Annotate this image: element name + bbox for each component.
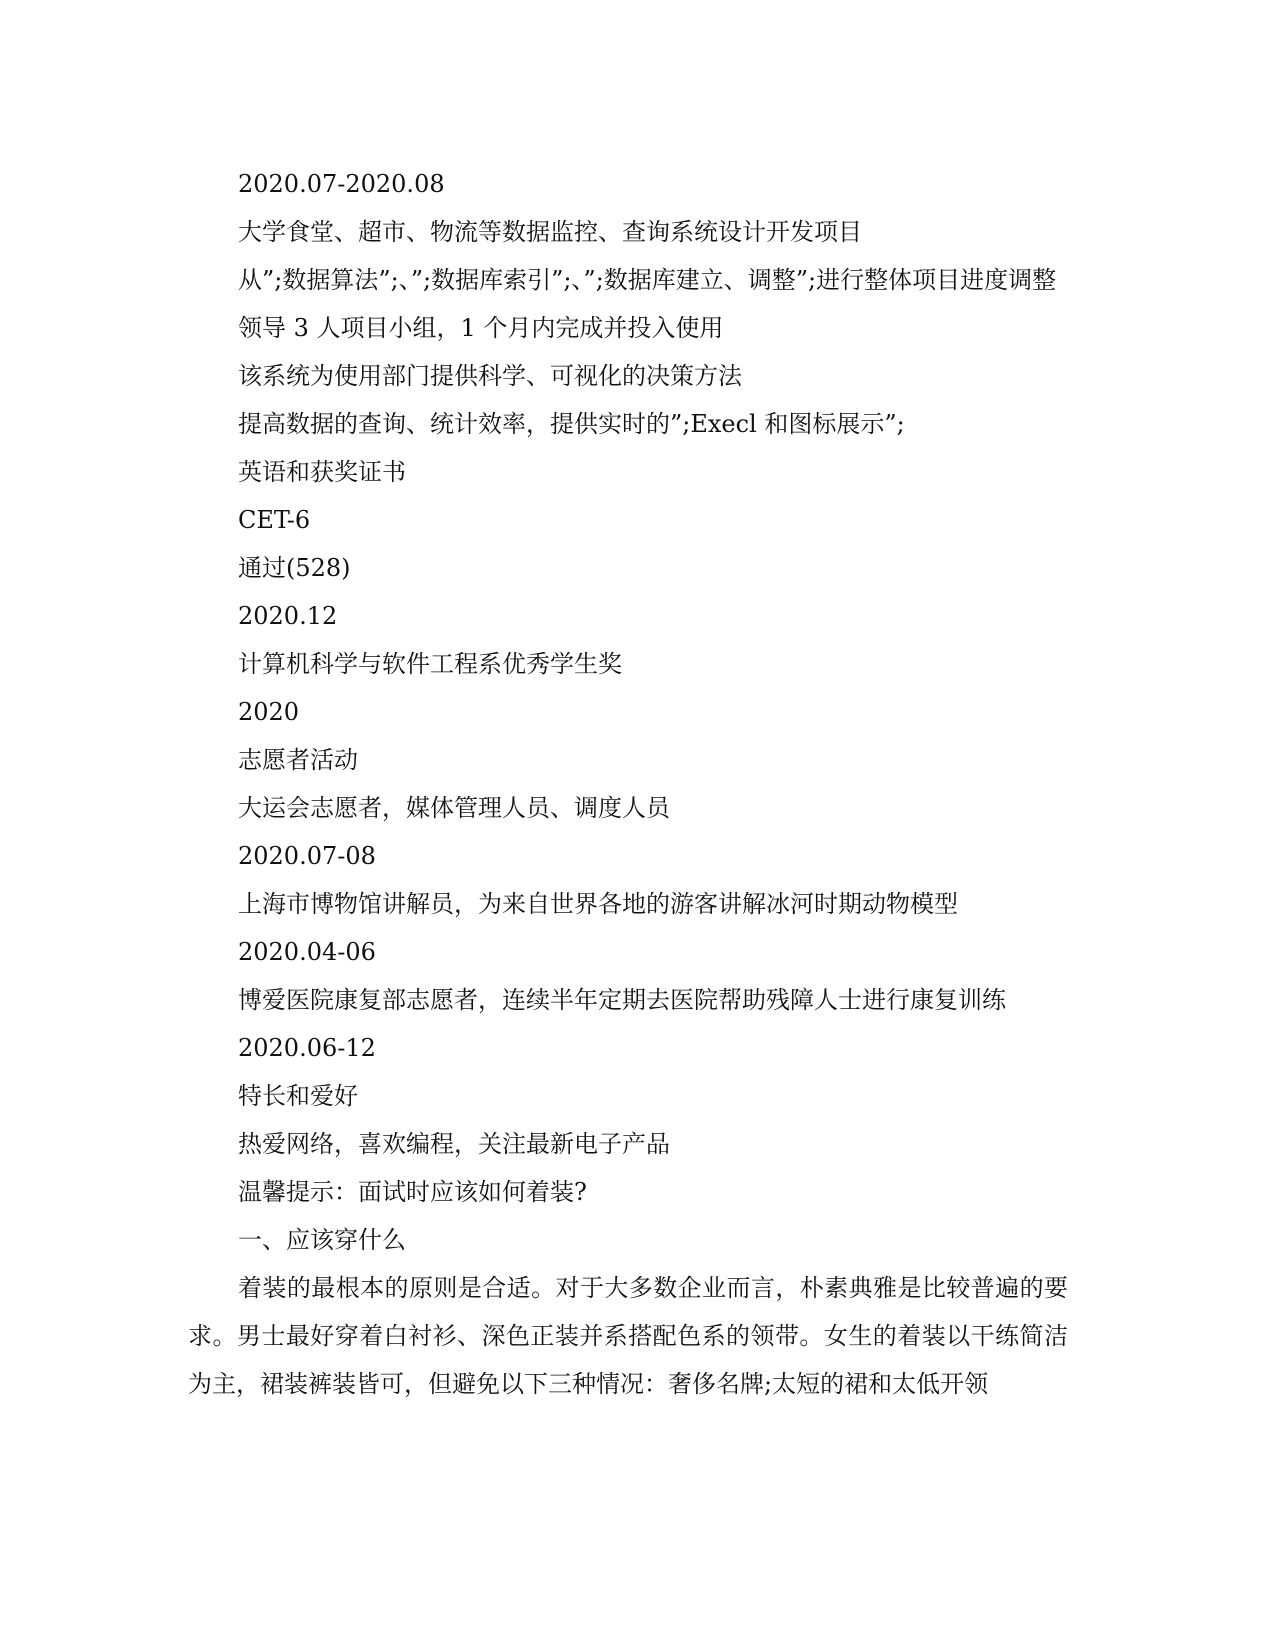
certificate-name: CET-6 (238, 506, 311, 534)
dress-code-paragraph: 着装的最根本的原则是合适。对于大多数企业而言，朴素典雅是比较普遍的要求。男士最好穿着白衬衫、深色正装并系搭配色系的领带。女生的着装以干练简洁为主，裙装裤装皆可，但避免以下三种情况：奢侈名牌;太短的裙和太低开领 (188, 1274, 1068, 1398)
project-team: 领导 3 人项目小组，1 个月内完成并投入使用 (238, 314, 724, 342)
section-heading-certificates: 英语和获奖证书 (238, 458, 406, 486)
award-name: 计算机科学与软件工程系优秀学生奖 (238, 650, 622, 678)
tip-heading: 温馨提示：面试时应该如何着装? (238, 1178, 587, 1206)
project-title: 大学食堂、超市、物流等数据监控、查询系统设计开发项目 (238, 218, 862, 246)
certificate-date: 2020.12 (238, 602, 338, 630)
volunteer-item: 大运会志愿者，媒体管理人员、调度人员 (238, 794, 670, 822)
volunteer-item: 博爱医院康复部志愿者，连续半年定期去医院帮助残障人士进行康复训练 (238, 986, 1006, 1014)
award-date: 2020 (238, 698, 300, 726)
project-date: 2020.07-2020.08 (238, 170, 445, 198)
section-heading-volunteer: 志愿者活动 (238, 746, 358, 774)
volunteer-date: 2020.07-08 (238, 842, 376, 870)
volunteer-item: 上海市博物馆讲解员，为来自世界各地的游客讲解冰河时期动物模型 (238, 890, 958, 918)
section-heading-hobbies: 特长和爱好 (238, 1082, 358, 1110)
project-efficiency: 提高数据的查询、统计效率，提供实时的”;Execl 和图标展示”; (238, 410, 905, 438)
project-benefit: 该系统为使用部门提供科学、可视化的决策方法 (238, 362, 742, 390)
volunteer-date: 2020.04-06 (238, 938, 376, 966)
document-body (188, 160, 1068, 1408)
certificate-score: 通过(528) (238, 554, 351, 582)
tip-subheading: 一、应该穿什么 (238, 1226, 406, 1254)
volunteer-date: 2020.06-12 (238, 1034, 376, 1062)
hobbies-text: 热爱网络，喜欢编程，关注最新电子产品 (238, 1130, 670, 1158)
project-description-paragraph: 从”;数据算法”;、”;数据库索引”;、”;数据库建立、调整”;进行整体项目进度调整 (238, 266, 1057, 294)
